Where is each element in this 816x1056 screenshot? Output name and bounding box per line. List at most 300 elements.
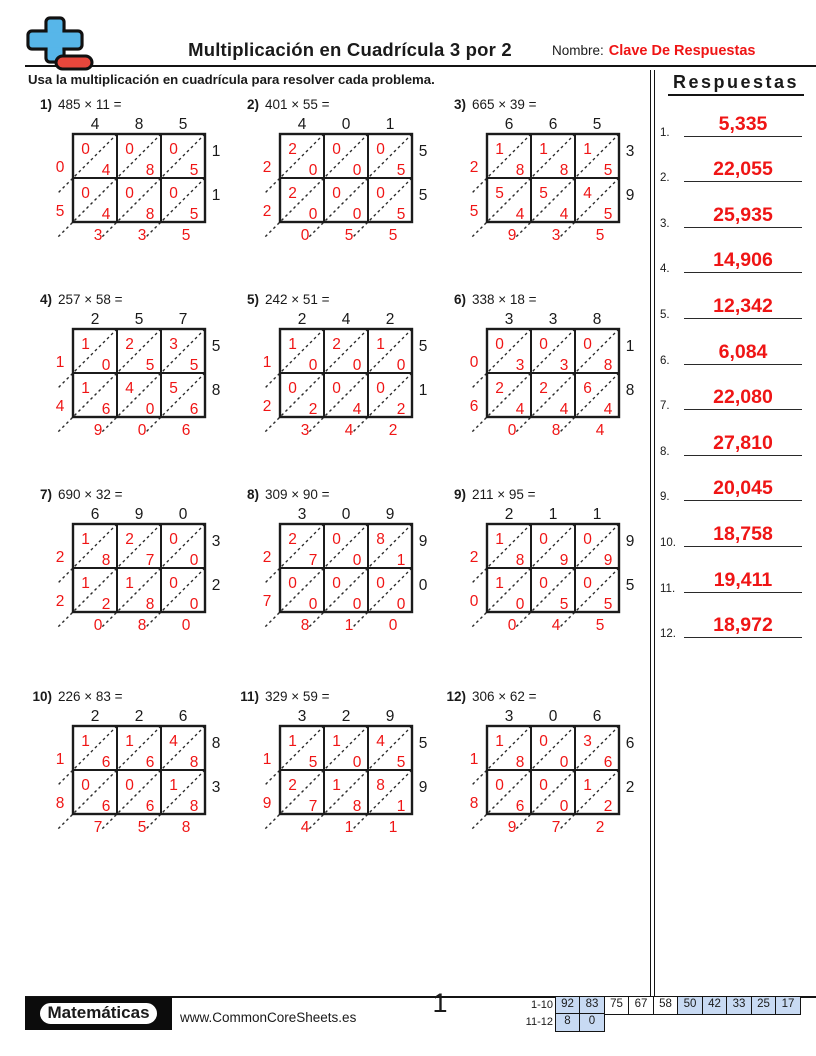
cell-tens-digit: 0 (81, 185, 90, 202)
page-number: 1 (432, 988, 448, 1018)
problem-number: 6) (453, 292, 466, 307)
cell-units-digit: 0 (352, 596, 362, 613)
cell-units-digit: 0 (396, 596, 406, 613)
answer-number: 9. (660, 491, 670, 504)
sum-bottom-digit: 0 (388, 617, 398, 634)
sum-bottom-digit: 5 (595, 617, 605, 634)
multiplicand-digit: 3 (504, 708, 514, 725)
cell-tens-digit: 2 (288, 777, 297, 794)
grading-cell: 25 (751, 996, 777, 1015)
sum-bottom-digit: 1 (388, 819, 398, 836)
answer-value: 6,084 (684, 341, 802, 365)
multiplicand-digit: 0 (341, 506, 351, 523)
cell-tens-digit: 4 (583, 185, 592, 202)
cell-tens-digit: 1 (583, 141, 592, 158)
problem-header (28, 292, 235, 309)
answer-value: 14,906 (684, 249, 802, 273)
cell-tens-digit: 1 (495, 531, 504, 548)
cell-units-digit: 4 (515, 401, 525, 418)
sum-left-digit: 1 (262, 751, 272, 768)
cell-units-digit: 2 (603, 798, 613, 815)
problem-header (235, 487, 442, 504)
answers-title: Respuestas (668, 72, 804, 96)
multiplicand-digit: 8 (134, 116, 144, 133)
cell-tens-digit: 0 (495, 336, 504, 353)
cell-units-digit: 8 (515, 754, 525, 771)
multiplicand-digit: 6 (90, 506, 100, 523)
problem-header (28, 487, 235, 504)
cell-tens-digit: 0 (125, 777, 134, 794)
cell-units-digit: 0 (101, 357, 111, 374)
answer-number: 5. (660, 308, 670, 321)
lattice-grid (235, 504, 442, 636)
problem-header (28, 689, 235, 706)
problem-number: 3) (453, 97, 466, 112)
cell-tens-digit: 5 (169, 380, 178, 397)
sum-bottom-digit: 0 (181, 617, 191, 634)
multiplier-digit: 1 (211, 187, 221, 204)
answer-value: 18,972 (684, 614, 802, 638)
multiplier-digit: 5 (211, 338, 221, 355)
cell-tens-digit: 2 (332, 336, 341, 353)
answer-item (656, 463, 816, 509)
grading-row (520, 1013, 801, 1032)
cell-units-digit: 2 (308, 401, 318, 418)
problems-grid (28, 97, 650, 884)
problem-7 (28, 487, 235, 689)
grading-cell: 0 (579, 1013, 605, 1032)
cell-units-digit: 5 (603, 206, 613, 223)
answer-number: 4. (660, 263, 670, 276)
multiplier-digit: 1 (418, 382, 428, 399)
cell-tens-digit: 1 (539, 141, 548, 158)
cell-tens-digit: 0 (539, 531, 548, 548)
multiplier-digit: 8 (625, 382, 635, 399)
cell-tens-digit: 0 (169, 531, 178, 548)
multiplier-digit: 2 (211, 577, 221, 594)
cell-tens-digit: 1 (81, 733, 90, 750)
cell-units-digit: 2 (101, 596, 111, 613)
cell-units-digit: 0 (308, 162, 318, 179)
sum-bottom-digit: 8 (181, 819, 191, 836)
answer-number: 7. (660, 400, 670, 413)
cell-tens-digit: 2 (125, 531, 134, 548)
sum-bottom-digit: 4 (595, 422, 605, 439)
cell-tens-digit: 2 (288, 185, 297, 202)
cell-units-digit: 8 (145, 596, 155, 613)
cell-tens-digit: 0 (376, 185, 385, 202)
answer-item (656, 144, 816, 190)
answer-item (656, 326, 816, 372)
cell-tens-digit: 0 (539, 336, 548, 353)
multiplicand-digit: 0 (178, 506, 188, 523)
multiplier-digit: 8 (211, 735, 221, 752)
grading-row-label: 11-12 (525, 1016, 553, 1028)
multiplicand-digit: 4 (90, 116, 100, 133)
multiplier-digit: 1 (211, 143, 221, 160)
sum-left-digit: 2 (262, 159, 272, 176)
cell-units-digit: 5 (603, 162, 613, 179)
cell-units-digit: 0 (308, 206, 318, 223)
answer-value: 5,335 (684, 113, 802, 137)
problem-equation: 401 × 55 = (265, 97, 330, 112)
cell-units-digit: 8 (189, 798, 199, 815)
lattice-grid (235, 114, 442, 246)
sum-bottom-digit: 4 (344, 422, 354, 439)
sum-bottom-digit: 0 (507, 422, 517, 439)
cell-units-digit: 6 (189, 401, 199, 418)
multiplicand-digit: 7 (178, 311, 188, 328)
sum-left-digit: 0 (469, 593, 479, 610)
cell-units-digit: 4 (559, 401, 569, 418)
cell-units-digit: 2 (396, 401, 406, 418)
sum-left-digit: 0 (469, 354, 479, 371)
problem-equation: 329 × 59 = (265, 689, 330, 704)
grading-cell: 17 (775, 996, 801, 1015)
problem-equation: 226 × 83 = (58, 689, 123, 704)
multiplier-digit: 1 (625, 338, 635, 355)
cell-units-digit: 8 (145, 162, 155, 179)
cell-tens-digit: 0 (81, 141, 90, 158)
answer-number: 2. (660, 172, 670, 185)
cell-tens-digit: 0 (539, 733, 548, 750)
cell-units-digit: 5 (396, 754, 406, 771)
sum-left-digit: 2 (55, 549, 65, 566)
cell-units-digit: 6 (101, 754, 111, 771)
cell-units-digit: 8 (145, 206, 155, 223)
cell-tens-digit: 1 (376, 336, 385, 353)
answer-key-label: Clave De Respuestas (608, 43, 756, 59)
cell-tens-digit: 1 (288, 336, 297, 353)
cell-tens-digit: 0 (376, 141, 385, 158)
sum-bottom-digit: 9 (507, 819, 517, 836)
sum-bottom-digit: 4 (551, 617, 561, 634)
cell-units-digit: 7 (308, 552, 318, 569)
cell-units-digit: 8 (352, 798, 362, 815)
cell-tens-digit: 5 (495, 185, 504, 202)
answer-number: 3. (660, 217, 670, 230)
problem-header (235, 689, 442, 706)
sum-left-digit: 9 (262, 795, 272, 812)
cell-units-digit: 9 (559, 552, 569, 569)
lattice-grid (28, 114, 235, 246)
multiplicand-digit: 6 (592, 708, 602, 725)
cell-units-digit: 4 (101, 162, 111, 179)
problem-equation: 338 × 18 = (472, 292, 537, 307)
cell-tens-digit: 0 (332, 185, 341, 202)
problem-11 (235, 689, 442, 884)
multiplicand-digit: 2 (134, 708, 144, 725)
cell-tens-digit: 1 (495, 141, 504, 158)
problem-12 (442, 689, 650, 884)
problem-equation: 257 × 58 = (58, 292, 123, 307)
cell-tens-digit: 2 (288, 531, 297, 548)
sum-bottom-digit: 8 (551, 422, 561, 439)
cell-units-digit: 1 (396, 552, 406, 569)
cell-tens-digit: 1 (81, 575, 90, 592)
cell-tens-digit: 2 (125, 336, 134, 353)
cell-units-digit: 5 (396, 206, 406, 223)
answer-item (656, 189, 816, 235)
cell-units-digit: 3 (515, 357, 525, 374)
sum-left-digit: 5 (469, 203, 479, 220)
header-rule (25, 65, 816, 67)
problem-header (235, 292, 442, 309)
cell-tens-digit: 4 (169, 733, 178, 750)
lattice-grid (442, 309, 649, 441)
problem-10 (28, 689, 235, 884)
sum-bottom-digit: 2 (388, 422, 398, 439)
grading-cell: 58 (653, 996, 679, 1015)
sum-bottom-digit: 0 (300, 227, 310, 244)
cell-tens-digit: 4 (376, 733, 385, 750)
cell-tens-digit: 2 (288, 141, 297, 158)
problem-number: 4) (39, 292, 52, 307)
answer-item (656, 600, 816, 646)
sum-left-digit: 5 (55, 203, 65, 220)
lattice-grid (442, 114, 649, 246)
plus-minus-logo-icon (26, 16, 96, 72)
answer-number: 1. (660, 126, 670, 139)
answer-number: 11. (660, 582, 676, 595)
answer-number: 6. (660, 354, 670, 367)
sum-bottom-digit: 4 (300, 819, 310, 836)
sum-left-digit: 2 (262, 203, 272, 220)
multiplicand-digit: 3 (504, 311, 514, 328)
problem-6 (442, 292, 650, 487)
problem-8 (235, 487, 442, 689)
cell-tens-digit: 1 (81, 531, 90, 548)
cell-units-digit: 4 (515, 206, 525, 223)
brand-logo (25, 997, 172, 1030)
answers-panel (656, 70, 816, 645)
multiplicand-digit: 3 (297, 506, 307, 523)
multiplicand-digit: 1 (385, 116, 395, 133)
multiplier-digit: 8 (211, 382, 221, 399)
cell-units-digit: 5 (189, 357, 199, 374)
cell-units-digit: 5 (603, 596, 613, 613)
sum-bottom-digit: 9 (507, 227, 517, 244)
instruction-text: Usa la multiplicación en cuadrícula para resolver cada problema. (28, 72, 435, 87)
cell-tens-digit: 0 (583, 575, 592, 592)
cell-units-digit: 5 (189, 206, 199, 223)
cell-units-digit: 8 (603, 357, 613, 374)
answers-list (656, 98, 816, 645)
cell-tens-digit: 0 (583, 336, 592, 353)
cell-units-digit: 9 (603, 552, 613, 569)
lattice-grid (28, 706, 235, 838)
multiplicand-digit: 9 (134, 506, 144, 523)
cell-tens-digit: 3 (583, 733, 592, 750)
sum-bottom-digit: 3 (551, 227, 561, 244)
sum-bottom-digit: 5 (137, 819, 147, 836)
answers-divider-line (650, 70, 655, 997)
multiplier-digit: 2 (625, 779, 635, 796)
multiplier-digit: 5 (418, 735, 428, 752)
multiplicand-digit: 6 (178, 708, 188, 725)
cell-units-digit: 7 (145, 552, 155, 569)
brand-name: Matemáticas (38, 1001, 158, 1026)
sum-left-digit: 2 (469, 159, 479, 176)
sum-left-digit: 1 (469, 751, 479, 768)
cell-tens-digit: 0 (332, 531, 341, 548)
cell-tens-digit: 2 (539, 380, 548, 397)
cell-tens-digit: 0 (169, 575, 178, 592)
multiplicand-digit: 2 (297, 311, 307, 328)
problem-number: 10) (32, 689, 52, 704)
sum-bottom-digit: 5 (388, 227, 398, 244)
lattice-grid (442, 706, 649, 838)
problem-header (442, 689, 650, 706)
sum-left-digit: 1 (262, 354, 272, 371)
sum-left-digit: 2 (469, 549, 479, 566)
answer-value: 19,411 (684, 569, 802, 593)
problem-1 (28, 97, 235, 292)
problem-header (442, 292, 650, 309)
sum-bottom-digit: 3 (300, 422, 310, 439)
multiplicand-digit: 3 (297, 708, 307, 725)
cell-units-digit: 0 (352, 206, 362, 223)
answer-value: 12,342 (684, 295, 802, 319)
lattice-grid (235, 706, 442, 838)
cell-tens-digit: 0 (169, 141, 178, 158)
problem-4 (28, 292, 235, 487)
answer-item (656, 554, 816, 600)
grading-row-label: 1-10 (530, 999, 553, 1011)
sum-left-digit: 2 (262, 398, 272, 415)
answer-item (656, 417, 816, 463)
problem-5 (235, 292, 442, 487)
problem-number: 1) (39, 97, 52, 112)
multiplicand-digit: 2 (341, 708, 351, 725)
cell-units-digit: 0 (559, 798, 569, 815)
cell-tens-digit: 2 (495, 380, 504, 397)
cell-tens-digit: 1 (81, 380, 90, 397)
cell-units-digit: 0 (352, 162, 362, 179)
sum-bottom-digit: 0 (137, 422, 147, 439)
problem-number: 7) (39, 487, 52, 502)
problem-number: 9) (453, 487, 466, 502)
sum-left-digit: 1 (55, 751, 65, 768)
cell-units-digit: 0 (308, 596, 318, 613)
grading-cell: 42 (702, 996, 728, 1015)
cell-units-digit: 5 (396, 162, 406, 179)
problem-number: 5) (246, 292, 259, 307)
cell-units-digit: 4 (352, 401, 362, 418)
problem-equation: 665 × 39 = (472, 97, 537, 112)
cell-tens-digit: 1 (332, 777, 341, 794)
cell-units-digit: 6 (145, 754, 155, 771)
sum-left-digit: 7 (262, 593, 272, 610)
cell-units-digit: 6 (145, 798, 155, 815)
multiplicand-digit: 6 (548, 116, 558, 133)
cell-tens-digit: 8 (376, 777, 385, 794)
cell-units-digit: 0 (189, 596, 199, 613)
cell-tens-digit: 0 (125, 185, 134, 202)
cell-units-digit: 4 (559, 206, 569, 223)
multiplier-digit: 5 (418, 143, 428, 160)
multiplicand-digit: 2 (90, 708, 100, 725)
sum-bottom-digit: 1 (344, 819, 354, 836)
problem-header (28, 97, 235, 114)
cell-tens-digit: 5 (539, 185, 548, 202)
multiplicand-digit: 1 (592, 506, 602, 523)
sum-left-digit: 6 (469, 398, 479, 415)
multiplier-digit: 9 (418, 779, 428, 796)
sum-left-digit: 2 (55, 593, 65, 610)
multiplicand-digit: 5 (592, 116, 602, 133)
cell-units-digit: 0 (352, 552, 362, 569)
multiplicand-digit: 4 (297, 116, 307, 133)
grading-cell: 92 (555, 996, 581, 1015)
problem-number: 11) (240, 689, 259, 704)
sum-bottom-digit: 8 (300, 617, 310, 634)
grading-cell: 75 (604, 996, 630, 1015)
cell-tens-digit: 0 (376, 575, 385, 592)
multiplier-digit: 0 (418, 577, 428, 594)
answer-value: 22,055 (684, 158, 802, 182)
problem-number: 2) (246, 97, 259, 112)
answer-item (656, 280, 816, 326)
multiplier-digit: 6 (625, 735, 635, 752)
lattice-grid (28, 504, 235, 636)
cell-tens-digit: 1 (81, 336, 90, 353)
cell-units-digit: 6 (603, 754, 613, 771)
problem-equation: 242 × 51 = (265, 292, 330, 307)
sum-bottom-digit: 3 (137, 227, 147, 244)
cell-tens-digit: 1 (125, 733, 134, 750)
problem-number: 12) (446, 689, 466, 704)
cell-units-digit: 0 (352, 754, 362, 771)
sum-left-digit: 0 (55, 159, 65, 176)
cell-tens-digit: 0 (376, 380, 385, 397)
multiplicand-digit: 5 (134, 311, 144, 328)
answer-number: 10. (660, 536, 676, 549)
sum-left-digit: 8 (469, 795, 479, 812)
cell-units-digit: 8 (189, 754, 199, 771)
sum-bottom-digit: 6 (181, 422, 191, 439)
multiplier-digit: 3 (211, 779, 221, 796)
cell-units-digit: 8 (559, 162, 569, 179)
answer-item (656, 372, 816, 418)
sum-left-digit: 1 (55, 354, 65, 371)
sum-bottom-digit: 5 (344, 227, 354, 244)
sum-left-digit: 2 (262, 549, 272, 566)
cell-units-digit: 0 (352, 357, 362, 374)
sum-bottom-digit: 5 (181, 227, 191, 244)
cell-units-digit: 6 (101, 401, 111, 418)
cell-tens-digit: 1 (583, 777, 592, 794)
grading-cell: 33 (726, 996, 752, 1015)
multiplicand-digit: 5 (178, 116, 188, 133)
cell-tens-digit: 0 (288, 380, 297, 397)
problem-header (442, 487, 650, 504)
grading-row (520, 996, 801, 1015)
cell-units-digit: 6 (101, 798, 111, 815)
answer-value: 20,045 (684, 477, 802, 501)
cell-tens-digit: 0 (539, 575, 548, 592)
cell-units-digit: 3 (559, 357, 569, 374)
cell-tens-digit: 0 (332, 141, 341, 158)
grading-table (520, 996, 801, 1032)
problem-header (235, 97, 442, 114)
problem-number: 8) (246, 487, 259, 502)
sum-bottom-digit: 3 (93, 227, 103, 244)
multiplicand-digit: 9 (385, 506, 395, 523)
problem-equation: 309 × 90 = (265, 487, 330, 502)
cell-tens-digit: 1 (495, 575, 504, 592)
cell-units-digit: 7 (308, 798, 318, 815)
